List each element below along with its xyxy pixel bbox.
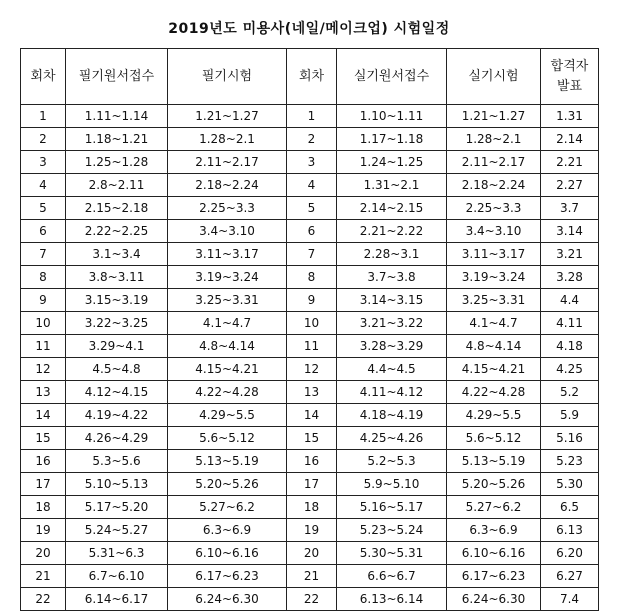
cell-practical-round: 19 (287, 519, 337, 542)
cell-result: 2.14 (541, 128, 599, 151)
cell-result: 4.4 (541, 289, 599, 312)
cell-round: 14 (21, 404, 66, 427)
cell-practical-apply: 4.25~4.26 (337, 427, 447, 450)
cell-round: 16 (21, 450, 66, 473)
cell-practical-round: 21 (287, 565, 337, 588)
cell-result: 5.16 (541, 427, 599, 450)
cell-written-exam: 5.27~6.2 (168, 496, 287, 519)
cell-result: 6.13 (541, 519, 599, 542)
cell-written-exam: 1.21~1.27 (168, 105, 287, 128)
cell-result: 3.28 (541, 266, 599, 289)
cell-written-exam: 4.1~4.7 (168, 312, 287, 335)
cell-written-apply: 3.22~3.25 (66, 312, 168, 335)
cell-practical-apply: 1.17~1.18 (337, 128, 447, 151)
cell-result: 5.9 (541, 404, 599, 427)
cell-round: 10 (21, 312, 66, 335)
cell-written-apply: 3.8~3.11 (66, 266, 168, 289)
header-result (541, 49, 599, 105)
cell-round: 17 (21, 473, 66, 496)
table-row (21, 128, 599, 151)
cell-result: 6.5 (541, 496, 599, 519)
table-row (21, 427, 599, 450)
exam-schedule-table (20, 48, 599, 611)
table-row (21, 105, 599, 128)
table-row (21, 404, 599, 427)
cell-round: 1 (21, 105, 66, 128)
cell-result: 7.4 (541, 588, 599, 611)
cell-written-apply: 5.10~5.13 (66, 473, 168, 496)
cell-written-exam: 4.29~5.5 (168, 404, 287, 427)
cell-practical-apply: 5.16~5.17 (337, 496, 447, 519)
cell-written-apply: 2.22~2.25 (66, 220, 168, 243)
cell-practical-apply: 3.14~3.15 (337, 289, 447, 312)
cell-result: 1.31 (541, 105, 599, 128)
table-row (21, 220, 599, 243)
cell-result: 3.14 (541, 220, 599, 243)
cell-written-exam: 6.10~6.16 (168, 542, 287, 565)
table-row (21, 565, 599, 588)
cell-practical-apply: 2.21~2.22 (337, 220, 447, 243)
header-written-apply: 필기원서접수 (66, 49, 168, 105)
cell-written-apply: 1.18~1.21 (66, 128, 168, 151)
cell-round: 5 (21, 197, 66, 220)
cell-written-apply: 5.24~5.27 (66, 519, 168, 542)
cell-practical-exam: 4.29~5.5 (447, 404, 541, 427)
header-practical-round: 회차 (287, 49, 337, 105)
cell-practical-apply: 1.10~1.11 (337, 105, 447, 128)
cell-written-exam: 5.20~5.26 (168, 473, 287, 496)
cell-written-exam: 1.28~2.1 (168, 128, 287, 151)
cell-result: 2.21 (541, 151, 599, 174)
cell-written-apply: 4.19~4.22 (66, 404, 168, 427)
cell-round: 4 (21, 174, 66, 197)
cell-practical-apply: 3.21~3.22 (337, 312, 447, 335)
cell-practical-apply: 5.23~5.24 (337, 519, 447, 542)
table-row (21, 174, 599, 197)
table-row (21, 197, 599, 220)
cell-practical-round: 1 (287, 105, 337, 128)
cell-practical-round: 20 (287, 542, 337, 565)
cell-result: 4.25 (541, 358, 599, 381)
cell-written-exam: 3.4~3.10 (168, 220, 287, 243)
table-row (21, 519, 599, 542)
cell-practical-round: 6 (287, 220, 337, 243)
cell-written-apply: 5.17~5.20 (66, 496, 168, 519)
table-row (21, 358, 599, 381)
cell-written-exam: 5.13~5.19 (168, 450, 287, 473)
cell-practical-apply: 4.11~4.12 (337, 381, 447, 404)
cell-practical-exam: 4.8~4.14 (447, 335, 541, 358)
table-row (21, 450, 599, 473)
header-result-line2: 발표 (556, 78, 583, 94)
cell-practical-apply: 6.6~6.7 (337, 565, 447, 588)
cell-round: 13 (21, 381, 66, 404)
table-row (21, 266, 599, 289)
page-title: 2019년도 미용사(네일/메이크업) 시험일정 (168, 21, 450, 37)
cell-written-exam: 3.11~3.17 (168, 243, 287, 266)
table-body (21, 105, 599, 611)
cell-written-exam: 5.6~5.12 (168, 427, 287, 450)
cell-practical-apply: 2.14~2.15 (337, 197, 447, 220)
cell-practical-exam: 6.10~6.16 (447, 542, 541, 565)
cell-practical-apply: 5.9~5.10 (337, 473, 447, 496)
cell-written-exam: 4.8~4.14 (168, 335, 287, 358)
header-result-line1: 합격자 (550, 58, 589, 74)
cell-written-apply: 5.3~5.6 (66, 450, 168, 473)
cell-practical-exam: 3.19~3.24 (447, 266, 541, 289)
cell-practical-apply: 2.28~3.1 (337, 243, 447, 266)
cell-round: 11 (21, 335, 66, 358)
cell-written-exam: 4.15~4.21 (168, 358, 287, 381)
header-written-exam: 필기시험 (168, 49, 287, 105)
table-row (21, 588, 599, 611)
cell-practical-round: 10 (287, 312, 337, 335)
cell-practical-apply: 3.28~3.29 (337, 335, 447, 358)
cell-practical-exam: 6.3~6.9 (447, 519, 541, 542)
cell-result: 5.23 (541, 450, 599, 473)
cell-written-apply: 4.12~4.15 (66, 381, 168, 404)
table-row (21, 289, 599, 312)
cell-practical-round: 9 (287, 289, 337, 312)
cell-written-apply: 6.14~6.17 (66, 588, 168, 611)
cell-result: 4.18 (541, 335, 599, 358)
cell-written-exam: 2.18~2.24 (168, 174, 287, 197)
cell-practical-round: 5 (287, 197, 337, 220)
cell-practical-exam: 2.25~3.3 (447, 197, 541, 220)
cell-round: 8 (21, 266, 66, 289)
cell-round: 12 (21, 358, 66, 381)
cell-round: 2 (21, 128, 66, 151)
cell-written-exam: 4.22~4.28 (168, 381, 287, 404)
cell-written-exam: 6.24~6.30 (168, 588, 287, 611)
cell-written-apply: 2.8~2.11 (66, 174, 168, 197)
table-row (21, 381, 599, 404)
cell-result: 2.27 (541, 174, 599, 197)
cell-practical-round: 17 (287, 473, 337, 496)
cell-practical-exam: 5.13~5.19 (447, 450, 541, 473)
cell-result: 3.7 (541, 197, 599, 220)
cell-written-apply: 1.25~1.28 (66, 151, 168, 174)
cell-round: 6 (21, 220, 66, 243)
cell-result: 4.11 (541, 312, 599, 335)
cell-written-apply: 3.15~3.19 (66, 289, 168, 312)
cell-practical-exam: 3.4~3.10 (447, 220, 541, 243)
cell-practical-exam: 6.24~6.30 (447, 588, 541, 611)
cell-result: 6.20 (541, 542, 599, 565)
cell-result: 5.30 (541, 473, 599, 496)
cell-practical-round: 15 (287, 427, 337, 450)
cell-written-apply: 5.31~6.3 (66, 542, 168, 565)
cell-round: 3 (21, 151, 66, 174)
cell-practical-exam: 5.6~5.12 (447, 427, 541, 450)
cell-written-apply: 4.26~4.29 (66, 427, 168, 450)
cell-practical-round: 7 (287, 243, 337, 266)
cell-written-apply: 3.1~3.4 (66, 243, 168, 266)
cell-practical-apply: 6.13~6.14 (337, 588, 447, 611)
cell-practical-exam: 4.1~4.7 (447, 312, 541, 335)
cell-practical-exam: 1.21~1.27 (447, 105, 541, 128)
cell-written-apply: 1.11~1.14 (66, 105, 168, 128)
cell-practical-round: 11 (287, 335, 337, 358)
cell-practical-round: 3 (287, 151, 337, 174)
cell-practical-round: 18 (287, 496, 337, 519)
cell-written-apply: 3.29~4.1 (66, 335, 168, 358)
cell-round: 22 (21, 588, 66, 611)
cell-practical-apply: 5.2~5.3 (337, 450, 447, 473)
header-round: 회차 (21, 49, 66, 105)
cell-practical-exam: 6.17~6.23 (447, 565, 541, 588)
cell-practical-exam: 3.11~3.17 (447, 243, 541, 266)
header-practical-exam: 실기시험 (447, 49, 541, 105)
cell-written-apply: 6.7~6.10 (66, 565, 168, 588)
table-row (21, 151, 599, 174)
cell-practical-exam: 3.25~3.31 (447, 289, 541, 312)
cell-practical-round: 22 (287, 588, 337, 611)
cell-practical-apply: 4.18~4.19 (337, 404, 447, 427)
cell-practical-round: 2 (287, 128, 337, 151)
cell-practical-round: 13 (287, 381, 337, 404)
table-header-row (21, 49, 599, 105)
table-row (21, 243, 599, 266)
cell-written-exam: 2.25~3.3 (168, 197, 287, 220)
cell-practical-exam: 2.11~2.17 (447, 151, 541, 174)
cell-practical-exam: 5.27~6.2 (447, 496, 541, 519)
cell-practical-round: 4 (287, 174, 337, 197)
cell-written-exam: 6.17~6.23 (168, 565, 287, 588)
cell-practical-round: 12 (287, 358, 337, 381)
cell-round: 20 (21, 542, 66, 565)
cell-result: 3.21 (541, 243, 599, 266)
cell-round: 9 (21, 289, 66, 312)
cell-round: 21 (21, 565, 66, 588)
cell-written-apply: 4.5~4.8 (66, 358, 168, 381)
cell-practical-exam: 2.18~2.24 (447, 174, 541, 197)
cell-practical-apply: 1.31~2.1 (337, 174, 447, 197)
table-row (21, 312, 599, 335)
cell-written-apply: 2.15~2.18 (66, 197, 168, 220)
cell-written-exam: 3.25~3.31 (168, 289, 287, 312)
table-row (21, 496, 599, 519)
cell-practical-exam: 1.28~2.1 (447, 128, 541, 151)
cell-practical-apply: 1.24~1.25 (337, 151, 447, 174)
cell-practical-round: 8 (287, 266, 337, 289)
cell-round: 18 (21, 496, 66, 519)
cell-round: 19 (21, 519, 66, 542)
table-row (21, 542, 599, 565)
cell-practical-apply: 3.7~3.8 (337, 266, 447, 289)
cell-round: 7 (21, 243, 66, 266)
cell-practical-exam: 5.20~5.26 (447, 473, 541, 496)
table-row (21, 335, 599, 358)
header-practical-apply: 실기원서접수 (337, 49, 447, 105)
cell-written-exam: 6.3~6.9 (168, 519, 287, 542)
cell-practical-apply: 5.30~5.31 (337, 542, 447, 565)
cell-practical-round: 14 (287, 404, 337, 427)
cell-practical-exam: 4.15~4.21 (447, 358, 541, 381)
cell-written-exam: 2.11~2.17 (168, 151, 287, 174)
cell-result: 5.2 (541, 381, 599, 404)
cell-practical-exam: 4.22~4.28 (447, 381, 541, 404)
cell-round: 15 (21, 427, 66, 450)
cell-result: 6.27 (541, 565, 599, 588)
cell-written-exam: 3.19~3.24 (168, 266, 287, 289)
cell-practical-apply: 4.4~4.5 (337, 358, 447, 381)
table-row (21, 473, 599, 496)
cell-practical-round: 16 (287, 450, 337, 473)
